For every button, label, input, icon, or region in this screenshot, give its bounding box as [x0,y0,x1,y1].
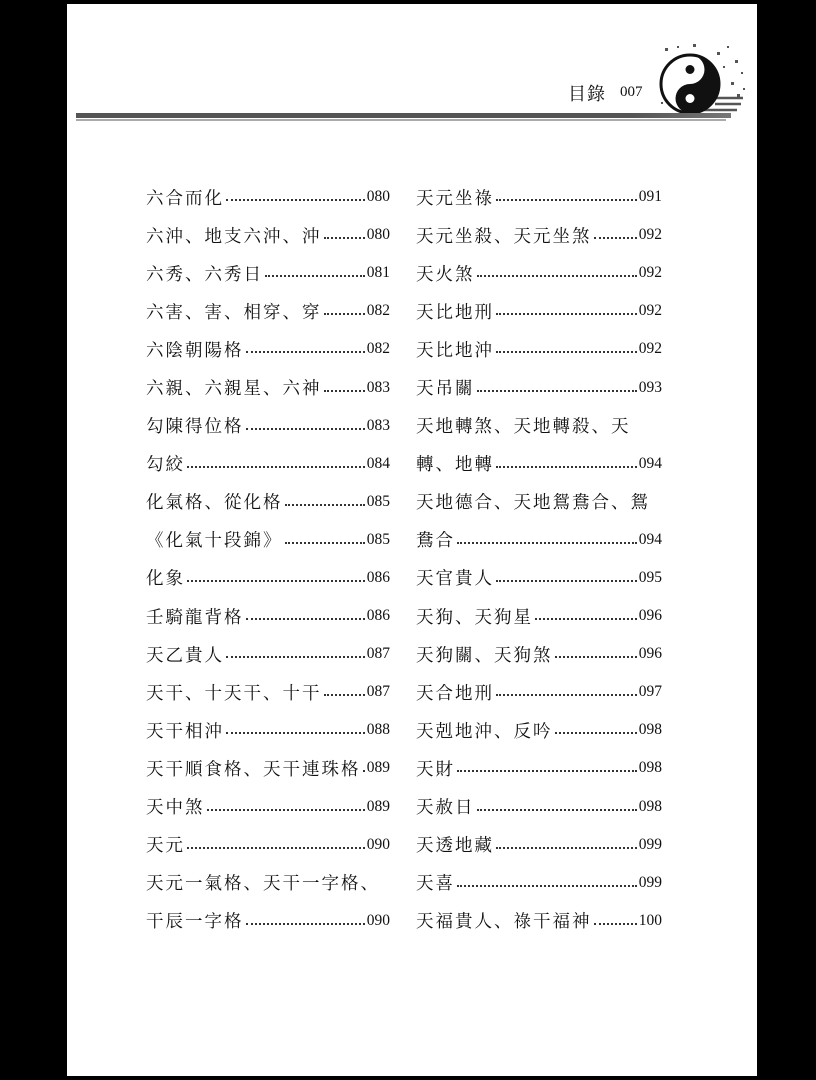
toc-entry [416,902,662,940]
toc-right-column [416,178,662,940]
toc-entry-page: 092 [638,264,662,282]
toc-entry-title: 六陰朝陽格 [146,340,244,361]
toc-entry [416,711,662,749]
toc-leader-dots [324,390,365,392]
toc-leader-dots [496,199,637,201]
toc-entry-page: 086 [366,607,390,625]
toc-leader-dots [246,618,365,620]
toc-entry-title: 天吊關 [416,379,475,400]
toc-entry-page: 087 [366,645,390,663]
toc-entry-title: 天元 [146,836,185,857]
toc-entry-title: 天乙貴人 [146,645,224,666]
toc-entry-title: 六沖、地支六沖、沖 [146,226,322,247]
toc-entry-title: 天干順食格、天干連珠格 [146,759,361,780]
toc-leader-dots [324,313,365,315]
toc-entry-page: 093 [638,378,662,396]
toc-entry-page: 090 [366,835,390,853]
toc-entry-page: 096 [638,645,662,663]
toc-leader-dots [496,847,637,849]
toc-leader-dots [226,656,365,658]
toc-entry-page: 098 [638,797,662,815]
toc-entry-title: 干辰一字格 [146,912,244,933]
toc-entry-title: 天地轉煞、天地轉殺、天 [416,417,631,438]
toc-entry [146,902,390,940]
toc-leader-dots [246,923,365,925]
toc-entry-page: 085 [366,530,390,548]
toc-entry [416,673,662,711]
toc-entry-title: 天財 [416,759,455,780]
toc-entry [146,864,390,902]
toc-entry-title: 天福貴人、祿干福神 [416,912,592,933]
toc-leader-dots [246,351,365,353]
toc-entry-page: 084 [366,454,390,472]
toc-entry-title: 天赦日 [416,798,475,819]
header-rule-thin [76,119,726,121]
toc-entry-page: 099 [638,873,662,891]
toc-entry [416,559,662,597]
toc-leader-dots [457,885,637,887]
toc-leader-dots [285,504,365,506]
toc-entry [146,673,390,711]
toc-entry-page: 083 [366,416,390,434]
toc-entry-title: 天剋地沖、反吟 [416,721,553,742]
toc-leader-dots [285,542,365,544]
toc-entry [146,749,390,787]
toc-entry-title: 天元坐殺、天元坐煞 [416,226,592,247]
toc-entry-page: 087 [366,683,390,701]
toc-entry-page: 092 [638,302,662,320]
toc-entry-page: 082 [366,302,390,320]
toc-entry [416,407,662,445]
yin-yang-icon [657,42,747,122]
toc-entry [416,483,662,521]
header-page-number: 007 [620,84,643,100]
toc-entry-title: 天中煞 [146,798,205,819]
toc-entry [146,711,390,749]
toc-entry-page: 092 [638,340,662,358]
toc-leader-dots [187,847,365,849]
toc-entry-page: 091 [638,188,662,206]
header-rule [76,113,731,118]
toc-entry [416,178,662,216]
toc-entry-title: 天比地沖 [416,340,494,361]
toc-entry-title: 天地德合、天地鴛鴦合、鴛 [416,493,650,514]
toc-entry [416,445,662,483]
toc-leader-dots [457,542,637,544]
toc-entry [416,216,662,254]
toc-entry-title: 《化氣十段錦》 [146,531,283,552]
toc-entry [146,407,390,445]
toc-entry-page: 082 [366,340,390,358]
toc-entry-title: 化氣格、從化格 [146,493,283,514]
toc-entry [416,635,662,673]
toc-entry-title: 壬騎龍背格 [146,607,244,628]
toc-leader-dots [207,809,365,811]
toc-entry-title: 天干、十天干、十干 [146,683,322,704]
toc-leader-dots [477,809,637,811]
toc-entry-title: 天干相沖 [146,721,224,742]
toc-entry [416,521,662,559]
toc-entry [146,368,390,406]
toc-entry-title: 天官貴人 [416,569,494,590]
toc-leader-dots [496,313,637,315]
toc-leader-dots [265,275,365,277]
toc-entry [416,368,662,406]
toc-entry-title: 天比地刑 [416,302,494,323]
toc-entry-title: 勾絞 [146,455,185,476]
toc-leader-dots [496,466,637,468]
toc-entry [416,826,662,864]
toc-leader-dots [594,237,637,239]
toc-entry-page: 089 [366,797,390,815]
toc-leader-dots [324,694,365,696]
toc-entry [146,559,390,597]
toc-leader-dots [457,770,637,772]
toc-entry-title: 勾陳得位格 [146,417,244,438]
toc-entry [146,635,390,673]
toc-entry [146,521,390,559]
toc-leader-dots [496,580,637,582]
toc-entry-title: 天狗、天狗星 [416,607,533,628]
toc-entry-title: 天合地刑 [416,683,494,704]
toc-entry [416,292,662,330]
toc-entry-title: 六害、害、相穿、穿 [146,302,322,323]
toc-leader-dots [226,199,365,201]
toc-entry [146,826,390,864]
toc-entry [416,330,662,368]
toc-leader-dots [324,237,365,239]
toc-entry [146,254,390,292]
toc-entry-title: 天元坐祿 [416,188,494,209]
toc-entry-title: 天狗關、天狗煞 [416,645,553,666]
toc-entry-page: 081 [366,264,390,282]
toc-entry [416,788,662,826]
toc-leader-dots [535,618,637,620]
toc-leader-dots [226,732,365,734]
toc-leader-dots [594,923,637,925]
toc-leader-dots [187,580,365,582]
header-title: 目錄 [568,84,606,105]
toc-entry-page: 086 [366,568,390,586]
toc-entry-page: 100 [638,911,662,929]
toc-entry-title: 天元一氣格、天干一字格、 [146,874,380,895]
toc-entry-title: 六秀、六秀日 [146,264,263,285]
toc-entry-page: 085 [366,492,390,510]
toc-entry-title: 六合而化 [146,188,224,209]
toc-entry-page: 097 [638,683,662,701]
toc-entry-title: 天火煞 [416,264,475,285]
toc-entry-title: 天喜 [416,874,455,895]
toc-leader-dots [246,428,365,430]
toc-entry-page: 094 [638,530,662,548]
toc-entry [146,330,390,368]
toc-entry-page: 098 [638,721,662,739]
toc-entry-page: 088 [366,721,390,739]
toc-entry-title: 化象 [146,569,185,590]
toc-entry [416,749,662,787]
toc-entry-page: 080 [366,226,390,244]
toc-entry [146,445,390,483]
toc-leader-dots [187,466,365,468]
toc-leader-dots [496,694,637,696]
toc-entry [146,178,390,216]
toc-entry [146,483,390,521]
toc-entry [146,216,390,254]
toc-entry-page: 089 [366,759,390,777]
toc-entry-page: 083 [366,378,390,396]
toc-entry-title: 六親、六親星、六神 [146,379,322,400]
toc-left-column [146,178,390,940]
toc-entry-title: 天透地藏 [416,836,494,857]
toc-entry-page: 098 [638,759,662,777]
toc-entry [146,788,390,826]
toc-entry-title: 鴦合 [416,531,455,552]
toc-entry-page: 096 [638,607,662,625]
toc-entry-page: 092 [638,226,662,244]
toc-leader-dots [363,770,365,772]
toc-entry-page: 094 [638,454,662,472]
toc-entry [146,292,390,330]
toc-entry-page: 095 [638,568,662,586]
toc-leader-dots [477,275,637,277]
toc-leader-dots [496,351,637,353]
toc-entry [416,597,662,635]
toc-entry-title: 轉、地轉 [416,455,494,476]
toc-entry [146,597,390,635]
toc-leader-dots [477,390,637,392]
toc-leader-dots [555,656,637,658]
toc-entry [416,254,662,292]
toc-leader-dots [555,732,637,734]
toc-entry [416,864,662,902]
toc-entry-page: 080 [366,188,390,206]
toc-entry-page: 090 [366,911,390,929]
toc-entry-page: 099 [638,835,662,853]
